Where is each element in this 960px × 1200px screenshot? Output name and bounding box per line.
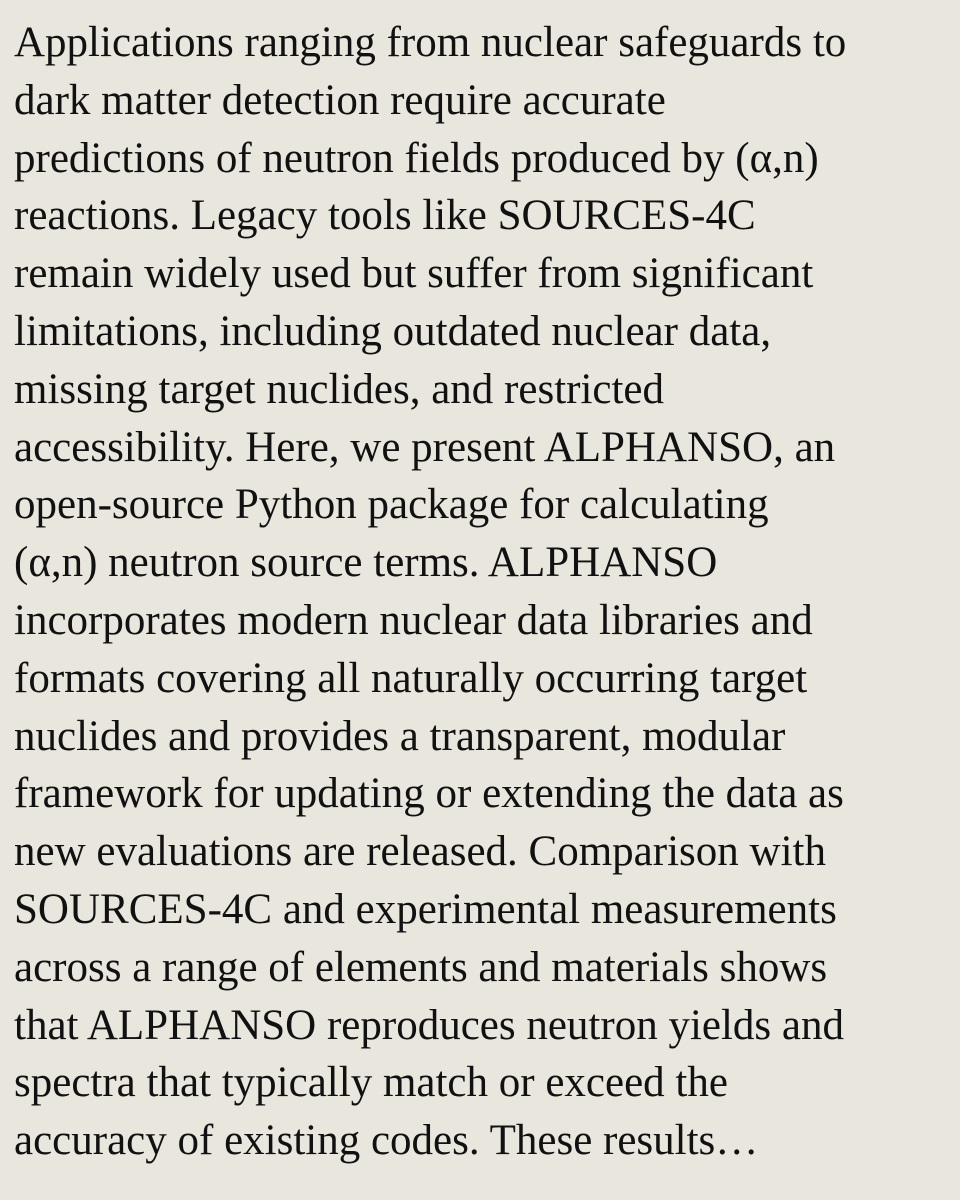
text-line-19: spectra that typically match or exceed the bbox=[14, 1059, 728, 1107]
text-line-6: limitations, including outdated nuclear data, bbox=[14, 307, 772, 355]
text-line-16: SOURCES-4C and experimental measurements bbox=[14, 885, 837, 933]
text-line-11: incorporates modern nuclear data libraries and bbox=[14, 596, 813, 644]
text-line-2: dark matter detection require accurate bbox=[14, 76, 666, 124]
text-line-3: predictions of neutron fields produced by (α,n) bbox=[14, 134, 819, 182]
text-line-13: nuclides and provides a transparent, modular bbox=[14, 712, 786, 760]
abstract-paragraph bbox=[14, 14, 948, 1170]
text-line-12: formats covering all naturally occurring target bbox=[14, 654, 808, 702]
text-line-17: across a range of elements and materials shows bbox=[14, 943, 828, 991]
text-line-14: framework for updating or extending the data as bbox=[14, 770, 844, 818]
text-line-4: reactions. Legacy tools like SOURCES-4C bbox=[14, 192, 756, 240]
text-line-20: accuracy of existing codes. These results… bbox=[14, 1117, 759, 1165]
text-line-5: remain widely used but suffer from significant bbox=[14, 250, 814, 298]
text-line-15: new evaluations are released. Comparison with bbox=[14, 828, 826, 876]
text-line-9: open-source Python package for calculating bbox=[14, 481, 769, 529]
text-line-18: that ALPHANSO reproduces neutron yields and bbox=[14, 1001, 844, 1049]
text-line-8: accessibility. Here, we present ALPHANSO, an bbox=[14, 423, 836, 471]
text-line-10: (α,n) neutron source terms. ALPHANSO bbox=[14, 539, 718, 587]
text-line-7: missing target nuclides, and restricted bbox=[14, 365, 665, 413]
text-line-1: Applications ranging from nuclear safeguards to bbox=[14, 19, 847, 66]
